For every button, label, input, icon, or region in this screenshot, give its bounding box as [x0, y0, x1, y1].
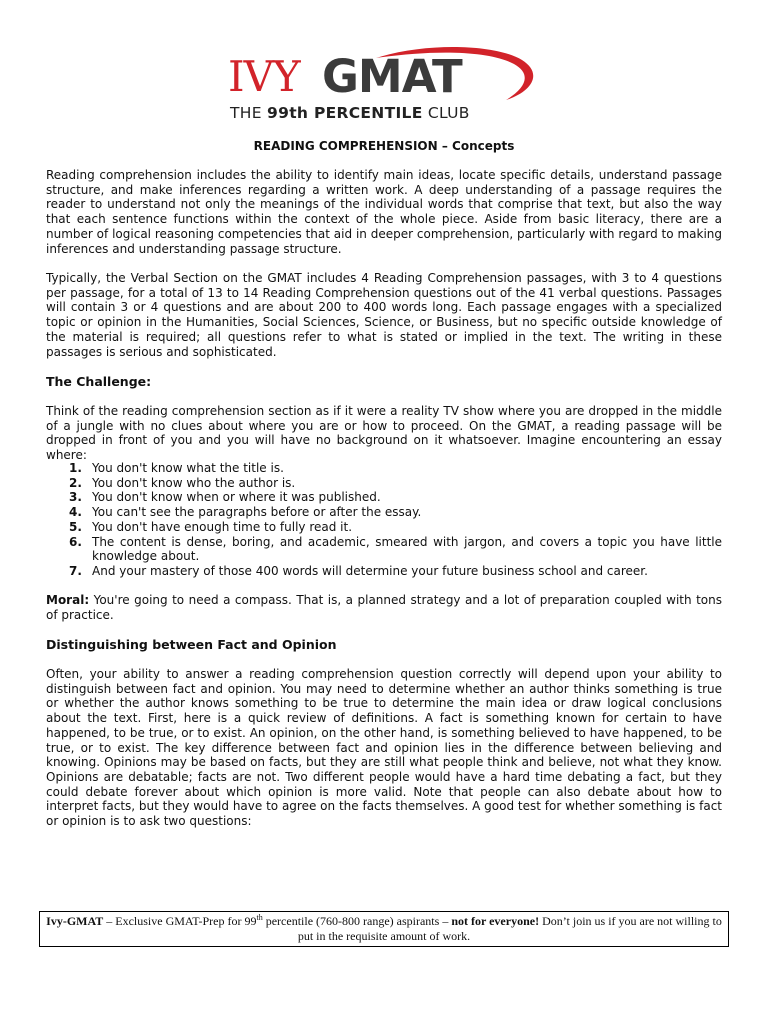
list-item: 7. And your mastery of those 400 words will determine your future business school and career. — [69, 563, 648, 578]
footer-notice: Ivy-GMAT – Exclusive GMAT-Prep for 99th percentile (760-800 range) aspirants – not for everyone! Don’t join us if you are not willing to put in the requisite amount of work. — [39, 911, 729, 947]
fact-opinion-paragraph: Often, your ability to answer a reading comprehension question correctly will depend upon your ability to distinguish between fact and opinion. You may need to determine whether an author thinks something is true or whether the author knows something to be true to determine the main idea or draw logical conclusions about the text. First, here is a quick review of definitions. A fact is something known for certain to have happened, to be true, or to exist. An opinion, on the other hand, is something believed to have happened, to be true, or to exist. The key difference between fact and opinion lies in the difference between believing and knowing. Opinions may be based on facts, but they are still what people think and believe, not what they know. Opinions are debatable; facts are not. Two different people would have a hard time debating a fact, but they could debate forever about which opinion is more valid. Note that people can also debate about how to interpret facts, but they would have to agree on the facts themselves. A good test for whether something is fact or opinion is to ask two questions: — [46, 667, 722, 829]
challenge-paragraph: Think of the reading comprehension section as if it were a reality TV show where you are dropped in the middle of a jungle with no clues about where you are or how to proceed. On the GMAT, a reading passage will be dropped in front of you and you will have no background on it whatsoever. Imagine encountering an essay where: — [46, 404, 722, 463]
list-item: 2. You don't know who the author is. — [69, 475, 296, 490]
list-item: 4. You can't see the paragraphs before or after the essay. — [69, 505, 422, 520]
moral-paragraph: Moral: You're going to need a compass. That is, a planned strategy and a lot of preparation coupled with tons of practice. — [46, 593, 722, 622]
ivygmat-logo — [226, 44, 546, 126]
intro-paragraph: Reading comprehension includes the ability to identify main ideas, locate specific details, understand passage structure, and make inferences regarding a written work. A deep understanding of a passage requires the reader to understand not only the meanings of the individual words that comprise that text, but also the way that each sentence functions within the context of the whole piece. Aside from basic literacy, there are a number of logical reasoning competencies that aid in deeper comprehension, particularly with regard to making inferences and understanding passage structure. — [46, 168, 722, 256]
moral-label: Moral: — [46, 593, 90, 607]
footer-brand: Ivy-GMAT — [46, 914, 104, 928]
challenge-heading: The Challenge: — [46, 374, 152, 389]
challenge-list — [46, 461, 722, 579]
logo-gmat-text: GMAT — [322, 50, 462, 103]
fact-opinion-heading: Distinguishing between Fact and Opinion — [46, 637, 337, 652]
logo-ivy-text: IVY — [228, 52, 300, 101]
verbal-section-paragraph: Typically, the Verbal Section on the GMAT includes 4 Reading Comprehension passages, with 3 to 4 questions per passage, for a total of 13 to 14 Reading Comprehension questions out of the 41 verbal questions. Passages will contain 3 or 4 questions and are about 200 to 400 words long. Each passage engages with a specialized topic or opinion in the Humanities, Social Sciences, Science, or Business, but no specific outside knowledge of the material is required; all questions refer to what is stated or implied in the text. The writing in these passages is serious and sophisticated. — [46, 271, 722, 359]
logo-tagline: THE 99th PERCENTILE CLUB — [230, 104, 470, 122]
list-item: 3. You don't know when or where it was published. — [69, 490, 381, 505]
list-item: 5. You don't have enough time to fully read it. — [69, 519, 353, 534]
list-item: 1. You don't know what the title is. — [69, 461, 284, 475]
list-item: 6. The content is dense, boring, and academic, smeared with jargon, and covers a topic you have little knowledge about. — [69, 534, 722, 564]
document-title: READING COMPREHENSION – Concepts — [253, 139, 515, 153]
